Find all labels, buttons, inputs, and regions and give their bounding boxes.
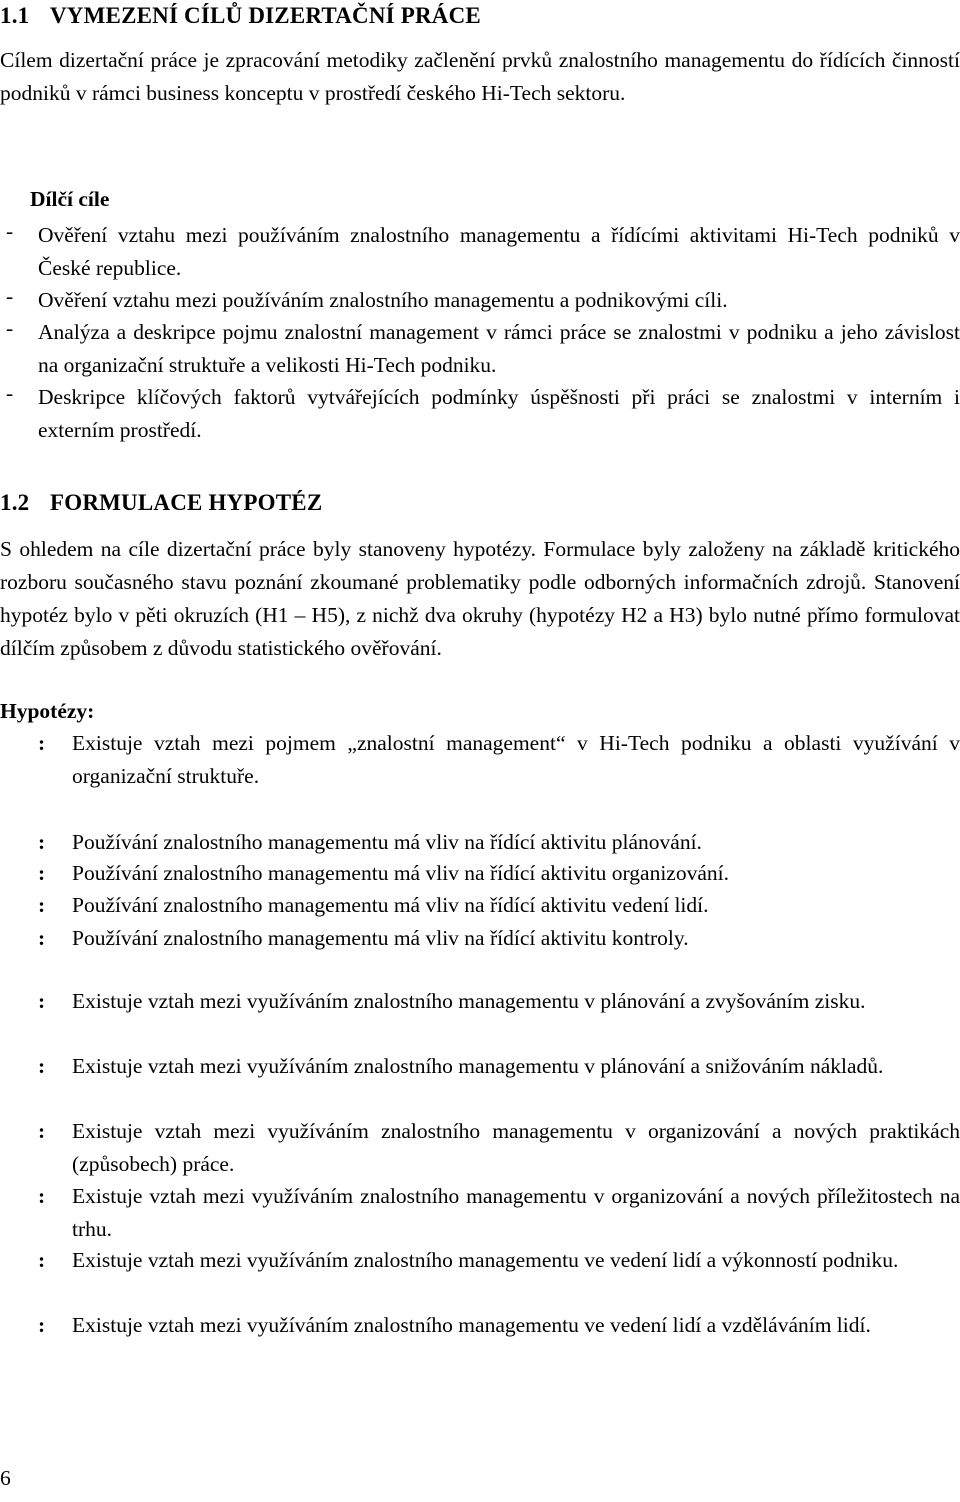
hypothesis-marker: : [38, 861, 46, 885]
bullet-dash: - [6, 316, 14, 340]
section-number: 1.1 [0, 3, 30, 28]
subgoal-text: Deskripce klíčových faktorů vytvářejících podmínky úspěšnosti při práci se znalostmi v interním i externím prostředí. [38, 385, 960, 442]
section-heading-1-1 [0, 3, 481, 29]
hypothesis-text: Používání znalostního managementu má vliv na řídící aktivitu vedení lidí. [72, 893, 709, 917]
section-heading-1-2 [0, 490, 322, 516]
hypothesis-marker: : [38, 1054, 46, 1078]
hypotheses-intro: S ohledem na cíle dizertační práce byly stanoveny hypotézy. Formulace byly založeny na základě kritického rozboru současného stavu poznání zkoumané problematiky podle odborných informačních zdrojů. Stanovení hypotéz bylo v pěti okruzích (H1 – H5), z nichž dva okruhy (hypotézy H2 a H3) bylo nutné přímo formulovat dílčím způsobem z důvodu statistického ověřování. [0, 537, 960, 660]
hypothesis-text: Existuje vztah mezi využíváním znalostního managementu ve vedení lidí a výkonností podniku. [72, 1248, 899, 1272]
subgoal-text: Ověření vztahu mezi používáním znalostního managementu a podnikovými cíli. [38, 288, 728, 312]
hypothesis-marker: : [38, 1119, 46, 1143]
page-number: 6 [0, 1466, 11, 1490]
hypothesis-text: Existuje vztah mezi využíváním znalostního managementu v plánování a snižováním nákladů. [72, 1054, 884, 1078]
hypothesis-marker: : [38, 731, 46, 755]
hypothesis-text: Existuje vztah mezi pojmem „znalostní management“ v Hi-Tech podniku a oblasti využívání v organizační struktuře. [72, 731, 960, 788]
section-title: FORMULACE HYPOTÉZ [50, 490, 323, 515]
hypothesis-text: Existuje vztah mezi využíváním znalostního managementu v organizování a nových příležitostech na trhu. [72, 1184, 960, 1241]
hypothesis-text: Používání znalostního managementu má vliv na řídící aktivitu plánování. [72, 830, 702, 854]
hypothesis-text: Existuje vztah mezi využíváním znalostního managementu ve vedení lidí a vzděláváním lidí. [72, 1313, 871, 1337]
bullet-dash: - [6, 219, 14, 243]
hypothesis-marker: : [38, 1313, 46, 1337]
hypothesis-text: Používání znalostního managementu má vliv na řídící aktivitu kontroly. [72, 926, 689, 950]
hypothesis-marker: : [38, 830, 46, 854]
hypothesis-marker: : [38, 893, 46, 917]
hypothesis-marker: : [38, 989, 46, 1013]
hypothesis-marker: : [38, 1248, 46, 1272]
hypothesis-text: Existuje vztah mezi využíváním znalostního managementu v plánování a zvyšováním zisku. [72, 989, 866, 1013]
hypothesis-marker: : [38, 926, 46, 950]
hypotheses-heading: Hypotézy: [0, 699, 95, 723]
hypothesis-text: Používání znalostního managementu má vliv na řídící aktivitu organizování. [72, 861, 729, 885]
bullet-dash: - [6, 381, 14, 405]
section-title: VYMEZENÍ CÍLŮ DIZERTAČNÍ PRÁCE [50, 3, 481, 28]
section-number: 1.2 [0, 490, 30, 515]
hypothesis-marker: : [38, 1184, 46, 1208]
bullet-dash: - [6, 284, 14, 308]
hypothesis-text: Existuje vztah mezi využíváním znalostního managementu v organizování a nových praktikách (způsobech) práce. [72, 1119, 960, 1176]
goal-paragraph: Cílem dizertační práce je zpracování metodiky začlenění prvků znalostního managementu do řídících činností podniků v rámci business konceptu v prostředí českého Hi-Tech sektoru. [0, 48, 960, 105]
subgoal-text: Analýza a deskripce pojmu znalostní management v rámci práce se znalostmi v podniku a jeho závislost na organizační struktuře a velikosti Hi-Tech podniku. [38, 320, 960, 377]
subgoal-text: Ověření vztahu mezi používáním znalostního managementu a řídícími aktivitami Hi-Tech podniků v České republice. [38, 223, 960, 280]
subgoals-heading: Dílčí cíle [30, 187, 110, 211]
